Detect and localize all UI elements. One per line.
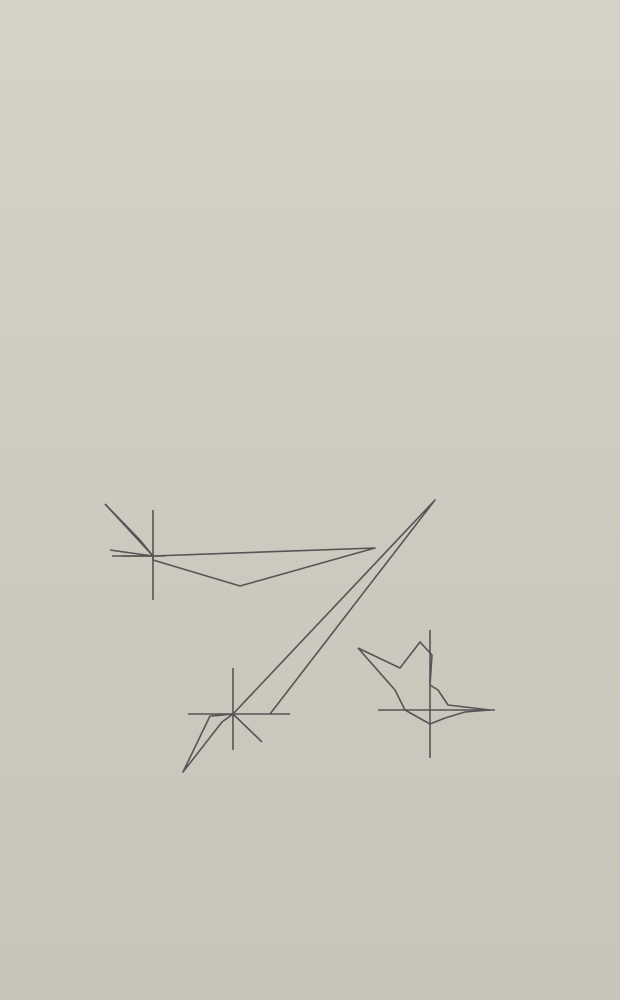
rose-aidin	[183, 500, 435, 772]
rose-nebit-dag	[105, 504, 375, 600]
wind-roses-svg	[0, 480, 620, 820]
cheleken-rose-outline	[358, 642, 490, 724]
figure-wind-roses	[0, 480, 620, 820]
nebit-dag-rose-outline	[105, 504, 375, 586]
aidin-rose-sw-rays	[183, 714, 262, 772]
rose-cheleken	[358, 630, 495, 758]
aidin-rose-long-ray	[233, 500, 435, 714]
nebit-dag-rose-nw-ray	[105, 504, 153, 556]
